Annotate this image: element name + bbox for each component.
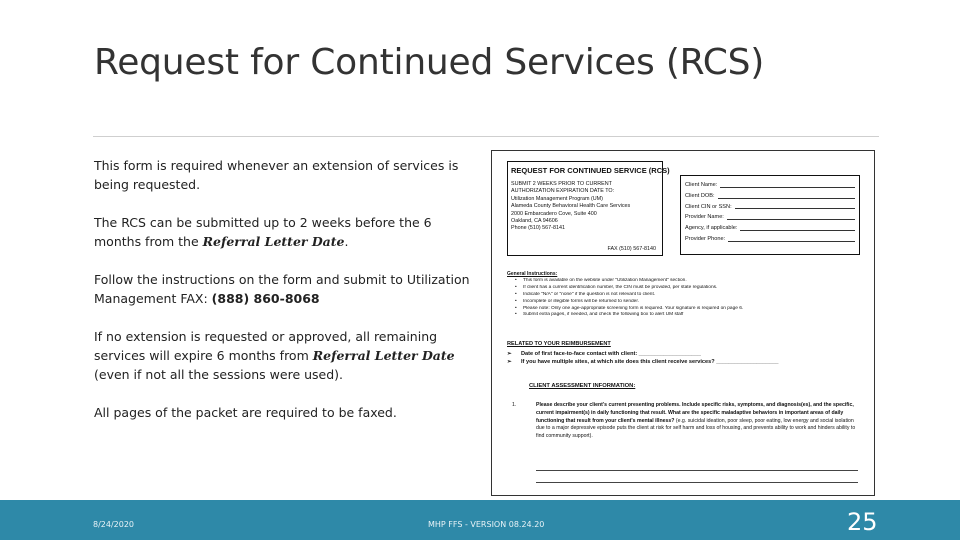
footer-version: MHP FFS - VERSION 08.24.20 bbox=[428, 520, 545, 529]
paragraph-expiration bbox=[94, 327, 474, 384]
client-field-label: Agency, if applicable: bbox=[685, 225, 738, 232]
form-header-line: SUBMIT 2 WEEKS PRIOR TO CURRENT bbox=[511, 181, 612, 187]
instruction-item: • Incomplete or illegible forms will be returned to sender. bbox=[507, 299, 859, 306]
paragraph-required: This form is required whenever an extension of services is being requested. bbox=[94, 158, 459, 192]
blank-line bbox=[735, 202, 855, 210]
question-bold: Please describe your client's current presenting problems. Include specific risks, symptoms, and diagnosis(es), and the specific, current impairment(s) in daily functioning that result. What are the specific maladaptive behaviors in important areas of daily functioning that result from your client's mental illness? bbox=[536, 402, 854, 424]
form-header-line: Phone (510) 567-8141 bbox=[511, 225, 565, 232]
client-field-label: Provider Name: bbox=[685, 214, 724, 221]
question-text bbox=[536, 402, 858, 441]
referral-letter-date-emphasis: Referral Letter Date bbox=[202, 234, 345, 249]
blank-line bbox=[727, 212, 855, 220]
arrow-bullet-icon: ➢ bbox=[507, 351, 512, 357]
form-header-line: Oakland, CA 94606 bbox=[511, 218, 558, 225]
form-header-box bbox=[507, 161, 670, 256]
form-header-line: AUTHORIZATION EXPIRATION DATE TO: bbox=[511, 188, 615, 195]
client-field bbox=[685, 191, 855, 202]
text: The RCS can be submitted up to 2 weeks before the 6 months from the bbox=[94, 215, 432, 249]
text: If no extension is requested or approved, all remaining services will expire 6 months from bbox=[94, 329, 438, 363]
reimbursement-item bbox=[507, 350, 859, 358]
client-info-box bbox=[680, 175, 860, 255]
client-field-label: Provider Phone: bbox=[685, 235, 726, 242]
instruction-item: • Submit extra pages, if needed, and check the following box to alert UM staff bbox=[507, 312, 859, 319]
client-field bbox=[685, 180, 855, 191]
general-instructions-heading: General Instructions: bbox=[507, 271, 558, 277]
paragraph-submit-window bbox=[94, 213, 474, 251]
client-field bbox=[685, 202, 855, 213]
form-fax: FAX (510) 567-8140 bbox=[607, 246, 656, 252]
referral-letter-date-emphasis: Referral Letter Date bbox=[312, 348, 455, 363]
reimbursement-heading: RELATED TO YOUR REIMBURSEMENT bbox=[507, 341, 611, 347]
instruction-item: • If client has a current identification number, the CIN must be provided, per state regulations. bbox=[507, 285, 859, 292]
text: (even if not all the sessions were used). bbox=[94, 367, 344, 382]
blank-line bbox=[720, 180, 855, 188]
client-field bbox=[685, 234, 855, 245]
slide-number: 25 bbox=[847, 508, 878, 536]
footer-date: 8/24/2020 bbox=[93, 520, 135, 529]
question-example: (e.g. suicidal ideation, poor sleep, poor eating, low energy and social isolation due to a major depressive episode puts the client at risk for self harm and loss of housing, and prevents ability to work and hinders ability to find community support). bbox=[536, 417, 856, 440]
client-field bbox=[685, 223, 855, 234]
footer-bar bbox=[0, 500, 960, 540]
title-divider bbox=[93, 136, 879, 137]
text: . bbox=[344, 234, 349, 249]
fax-number: (888) 860-8068 bbox=[211, 291, 320, 306]
arrow-bullet-icon: ➢ bbox=[507, 359, 512, 365]
instruction-item: • This form is available on the website under "Utilization Management" section. bbox=[507, 278, 859, 285]
answer-line bbox=[536, 470, 858, 471]
reimbursement-item-text: If you have multiple sites, at which site does this client receive services? ____________________ bbox=[521, 359, 779, 365]
slide-title: Request for Continued Services (RCS) bbox=[94, 42, 765, 83]
form-header-line: Utilization Management Program (UM) bbox=[511, 195, 603, 202]
reimbursement-section bbox=[507, 341, 859, 366]
client-field-label: Client DOB: bbox=[685, 192, 715, 199]
answer-line bbox=[536, 482, 858, 483]
client-field-label: Client CIN or SSN: bbox=[685, 203, 732, 210]
blank-line bbox=[728, 234, 855, 242]
paragraph-fax-all: All pages of the packet are required to be faxed. bbox=[94, 405, 397, 420]
rcs-form-image bbox=[491, 150, 875, 496]
form-header-line: Alameda County Behavioral Health Care Services bbox=[511, 203, 631, 210]
question-number: 1. bbox=[512, 402, 517, 408]
reimbursement-item-text: Date of first face-to-face contact with client: ____________________ bbox=[521, 351, 702, 357]
instruction-item: • Indicate "N/A" or "none" if the question is not relevant to client. bbox=[507, 292, 859, 299]
form-header-line: 2000 Embarcadero Cove, Suite 400 bbox=[511, 210, 597, 217]
form-title: REQUEST FOR CONTINUED SERVICE (RCS) bbox=[511, 166, 670, 175]
assessment-heading: CLIENT ASSESSMENT INFORMATION: bbox=[529, 383, 636, 389]
slide-body bbox=[94, 156, 474, 441]
paragraph-instructions bbox=[94, 270, 474, 308]
blank-line bbox=[740, 223, 855, 231]
instruction-item: • Please note: Only one age-appropriate screening form is required. Your signature is required on page 6. bbox=[507, 306, 859, 313]
client-field bbox=[685, 212, 855, 223]
general-instructions bbox=[507, 271, 859, 319]
text: Follow the instructions on the form and submit to Utilization Management FAX: bbox=[94, 272, 470, 306]
client-field-label: Client Name: bbox=[685, 182, 718, 188]
reimbursement-item bbox=[507, 358, 859, 366]
blank-line bbox=[718, 191, 855, 199]
assessment-question-1 bbox=[512, 402, 858, 441]
